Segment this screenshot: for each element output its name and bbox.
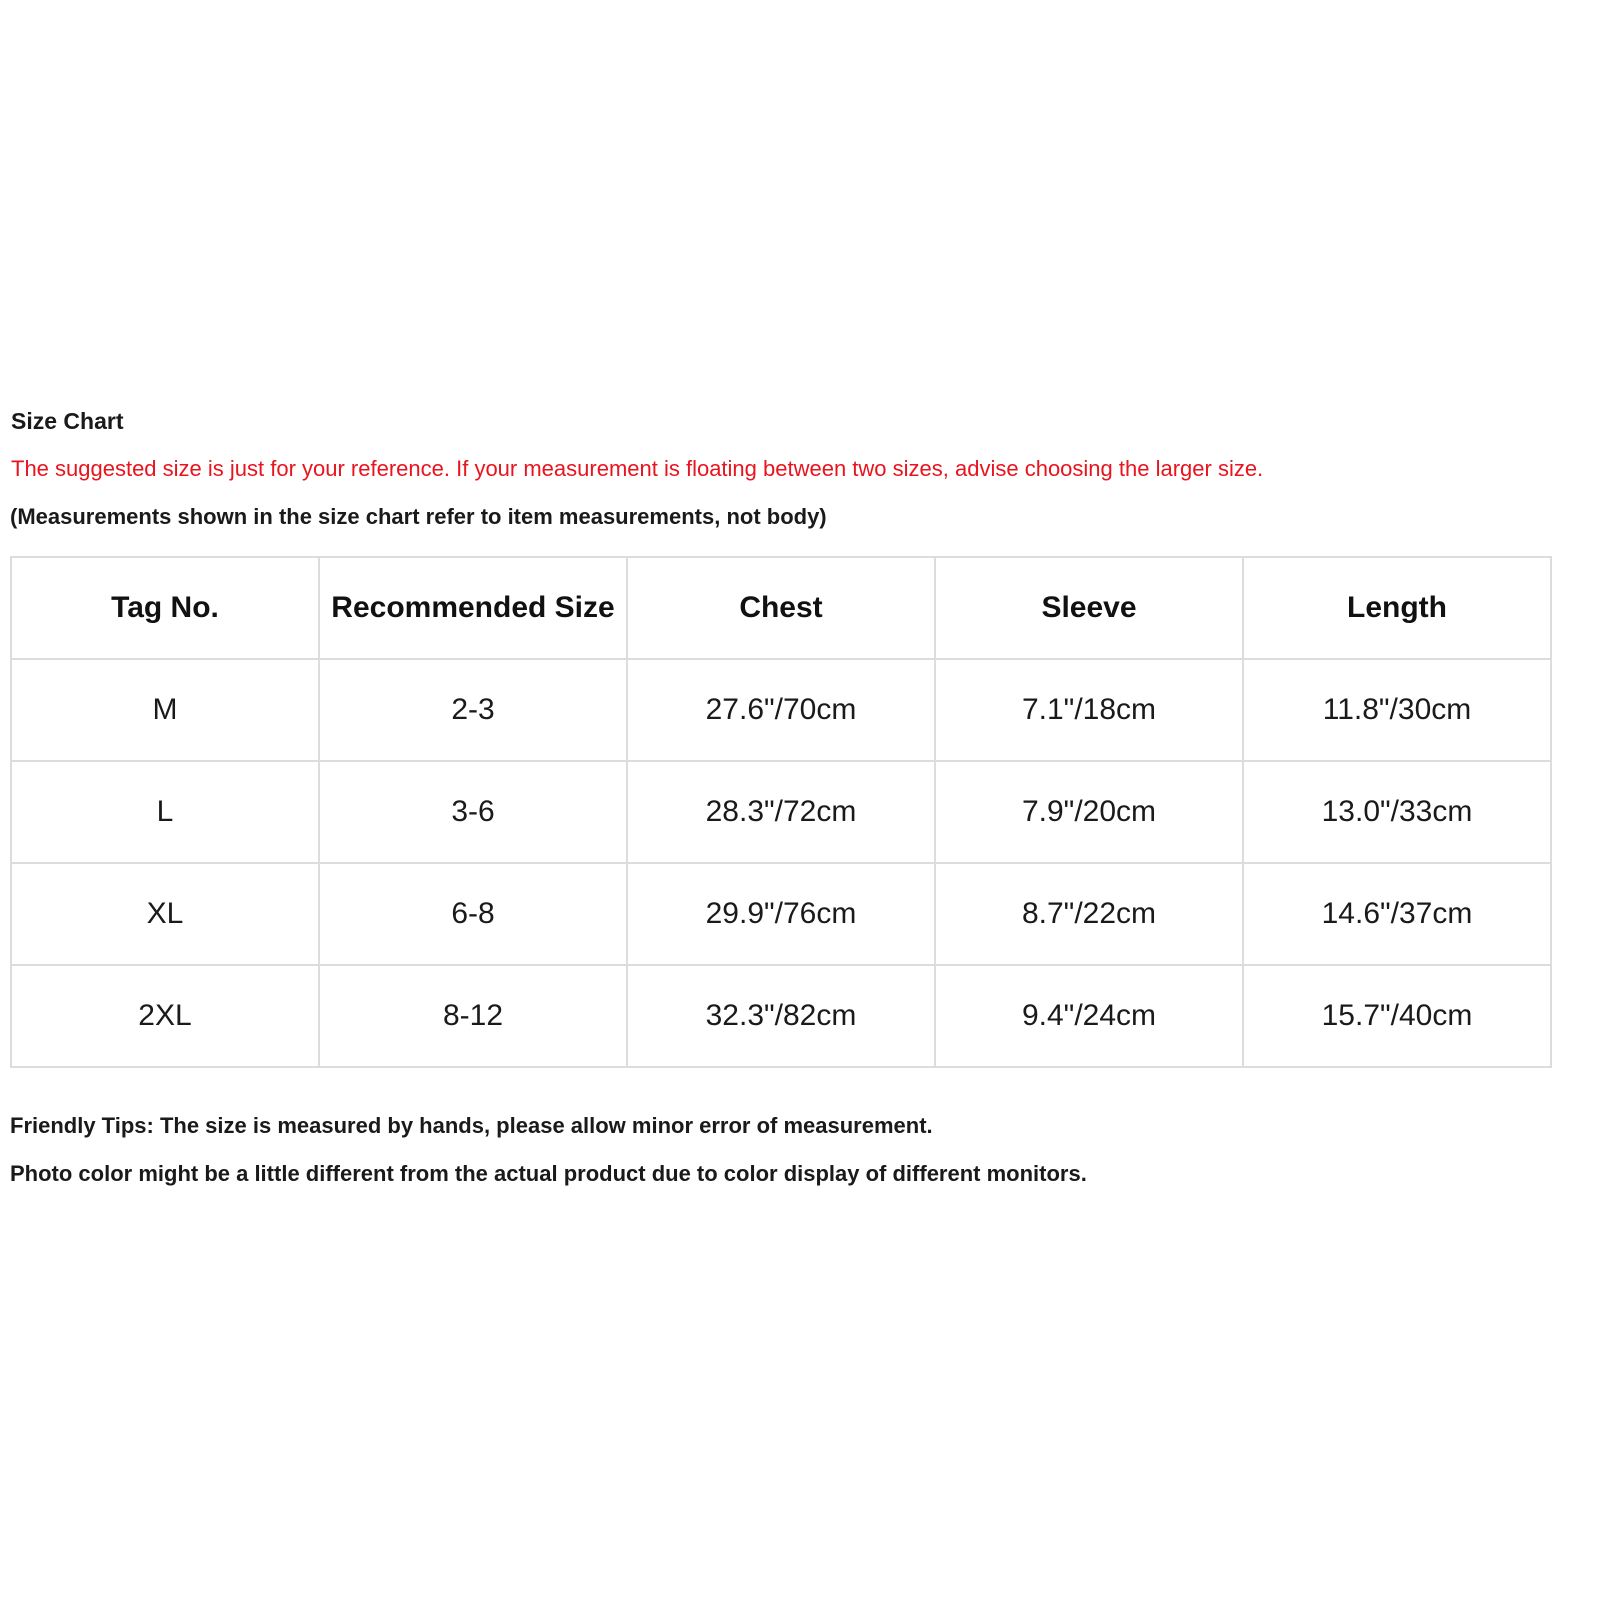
cell-length: 11.8"/30cm: [1243, 659, 1551, 761]
color-disclaimer: Photo color might be a little different from the actual product due to color display of different monitors.: [10, 1161, 1087, 1186]
cell-sleeve: 8.7"/22cm: [935, 863, 1243, 965]
cell-recommended-size: 3-6: [319, 761, 627, 863]
cell-chest: 27.6"/70cm: [627, 659, 935, 761]
cell-chest: 32.3"/82cm: [627, 965, 935, 1067]
size-table: [10, 556, 1552, 1068]
table-row: [11, 659, 1551, 761]
cell-sleeve: 9.4"/24cm: [935, 965, 1243, 1067]
table-header-row: [11, 557, 1551, 659]
cell-tag-no: 2XL: [11, 965, 319, 1067]
cell-tag-no: M: [11, 659, 319, 761]
header-sleeve: Sleeve: [935, 557, 1243, 659]
header-length: Length: [1243, 557, 1551, 659]
cell-sleeve: 7.1"/18cm: [935, 659, 1243, 761]
cell-tag-no: XL: [11, 863, 319, 965]
cell-length: 13.0"/33cm: [1243, 761, 1551, 863]
cell-recommended-size: 6-8: [319, 863, 627, 965]
table-row: [11, 863, 1551, 965]
cell-sleeve: 7.9"/20cm: [935, 761, 1243, 863]
table-row: [11, 761, 1551, 863]
cell-recommended-size: 8-12: [319, 965, 627, 1067]
size-notice: The suggested size is just for your reference. If your measurement is floating between two sizes, advise choosing the larger size.: [11, 456, 1264, 481]
cell-tag-no: L: [11, 761, 319, 863]
friendly-tip: Friendly Tips: The size is measured by hands, please allow minor error of measurement.: [10, 1113, 933, 1138]
header-recommended-size: Recommended Size: [319, 557, 627, 659]
header-tag-no: Tag No.: [11, 557, 319, 659]
cell-length: 15.7"/40cm: [1243, 965, 1551, 1067]
page-title: Size Chart: [11, 408, 124, 434]
header-chest: Chest: [627, 557, 935, 659]
table-row: [11, 965, 1551, 1067]
cell-chest: 29.9"/76cm: [627, 863, 935, 965]
cell-length: 14.6"/37cm: [1243, 863, 1551, 965]
measurement-note: (Measurements shown in the size chart refer to item measurements, not body): [10, 504, 827, 529]
cell-chest: 28.3"/72cm: [627, 761, 935, 863]
cell-recommended-size: 2-3: [319, 659, 627, 761]
